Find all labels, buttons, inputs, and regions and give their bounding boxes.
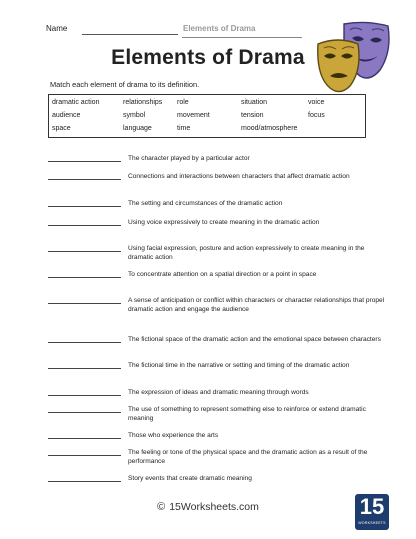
- answer-blank[interactable]: [48, 481, 121, 482]
- word-bank-item: movement: [177, 112, 210, 119]
- word-bank-grid: [52, 98, 362, 133]
- definition-text: The setting and circumstances of the dramatic action: [128, 200, 283, 207]
- word-bank-item: mood/atmosphere: [241, 125, 298, 132]
- word-bank-item: audience: [52, 112, 81, 119]
- definition-text: Story events that create dramatic meaning: [128, 475, 252, 482]
- word-bank-item: language: [123, 125, 152, 132]
- word-bank-item: dramatic action: [52, 99, 100, 106]
- word-bank-item: tension: [241, 112, 264, 119]
- word-bank-item: space: [52, 125, 71, 132]
- answer-blank[interactable]: [48, 225, 121, 226]
- definition-text: The character played by a particular actor: [128, 155, 250, 162]
- gold-mask-icon: [318, 40, 359, 92]
- definition-text: The fictional space of the dramatic action and the emotional space between characters: [128, 336, 381, 343]
- word-bank-item: situation: [241, 99, 268, 106]
- worksheets-logo: [355, 494, 389, 530]
- answer-blank[interactable]: [48, 342, 121, 343]
- word-bank-item: symbol: [123, 112, 146, 119]
- answer-blank[interactable]: [48, 303, 121, 304]
- answer-blank[interactable]: [48, 412, 121, 413]
- definition-text: To concentrate attention on a spatial direction or a point in space: [128, 271, 317, 278]
- word-bank-item: focus: [308, 112, 325, 119]
- definition-text: Those who experience the arts: [128, 432, 219, 439]
- name-blank-line[interactable]: [82, 34, 178, 35]
- definition-text: The fictional time in the narrative or setting and timing of the dramatic action: [128, 362, 350, 369]
- answer-blank[interactable]: [48, 277, 121, 278]
- word-bank-item: relationships: [123, 99, 163, 106]
- footer-site[interactable]: 15Worksheets.com: [169, 501, 259, 513]
- page-title: Elements of Drama: [111, 46, 305, 69]
- logo-number: 15: [359, 494, 385, 519]
- definition-text: Using voice expressively to create meaning in the dramatic action: [128, 219, 320, 226]
- word-bank: [48, 94, 366, 138]
- answer-blank[interactable]: [48, 438, 121, 439]
- instructions: Match each element of drama to its definition.: [50, 80, 200, 89]
- answer-blank[interactable]: [48, 368, 121, 369]
- definition-text: Using facial expression, posture and action expressively to create meaning in the dramatic action: [128, 245, 365, 262]
- word-bank-item: role: [177, 99, 189, 106]
- answer-blank[interactable]: [48, 179, 121, 180]
- name-label: Name: [46, 24, 68, 33]
- answer-blank[interactable]: [48, 251, 121, 252]
- definition-text: The feeling or tone of the physical space and the dramatic action as a result of the performance: [128, 449, 368, 466]
- answer-blank[interactable]: [48, 395, 121, 396]
- answer-blank[interactable]: [48, 206, 121, 207]
- logo-text: WORKSHEETS: [358, 521, 386, 525]
- theater-masks-icon: [314, 18, 394, 96]
- definition-text: The expression of ideas and dramatic meaning through words: [128, 389, 309, 396]
- answer-blank[interactable]: [48, 455, 121, 456]
- worksheet-header-title: Elements of Drama: [183, 24, 256, 33]
- definition-text: A sense of anticipation or conflict within characters or character relationships that propel dramatic action and engage the audience: [128, 297, 385, 314]
- word-bank-item: voice: [308, 99, 325, 106]
- header-rule: [182, 37, 302, 38]
- definition-text: Connections and interactions between characters that affect dramatic action: [128, 173, 350, 180]
- footer: [0, 501, 416, 513]
- definition-text: The use of something to represent something else to reinforce or extend dramatic meaning: [128, 406, 366, 423]
- word-bank-item: time: [177, 125, 191, 132]
- answer-blank[interactable]: [48, 161, 121, 162]
- copyright-icon: ©: [157, 501, 166, 513]
